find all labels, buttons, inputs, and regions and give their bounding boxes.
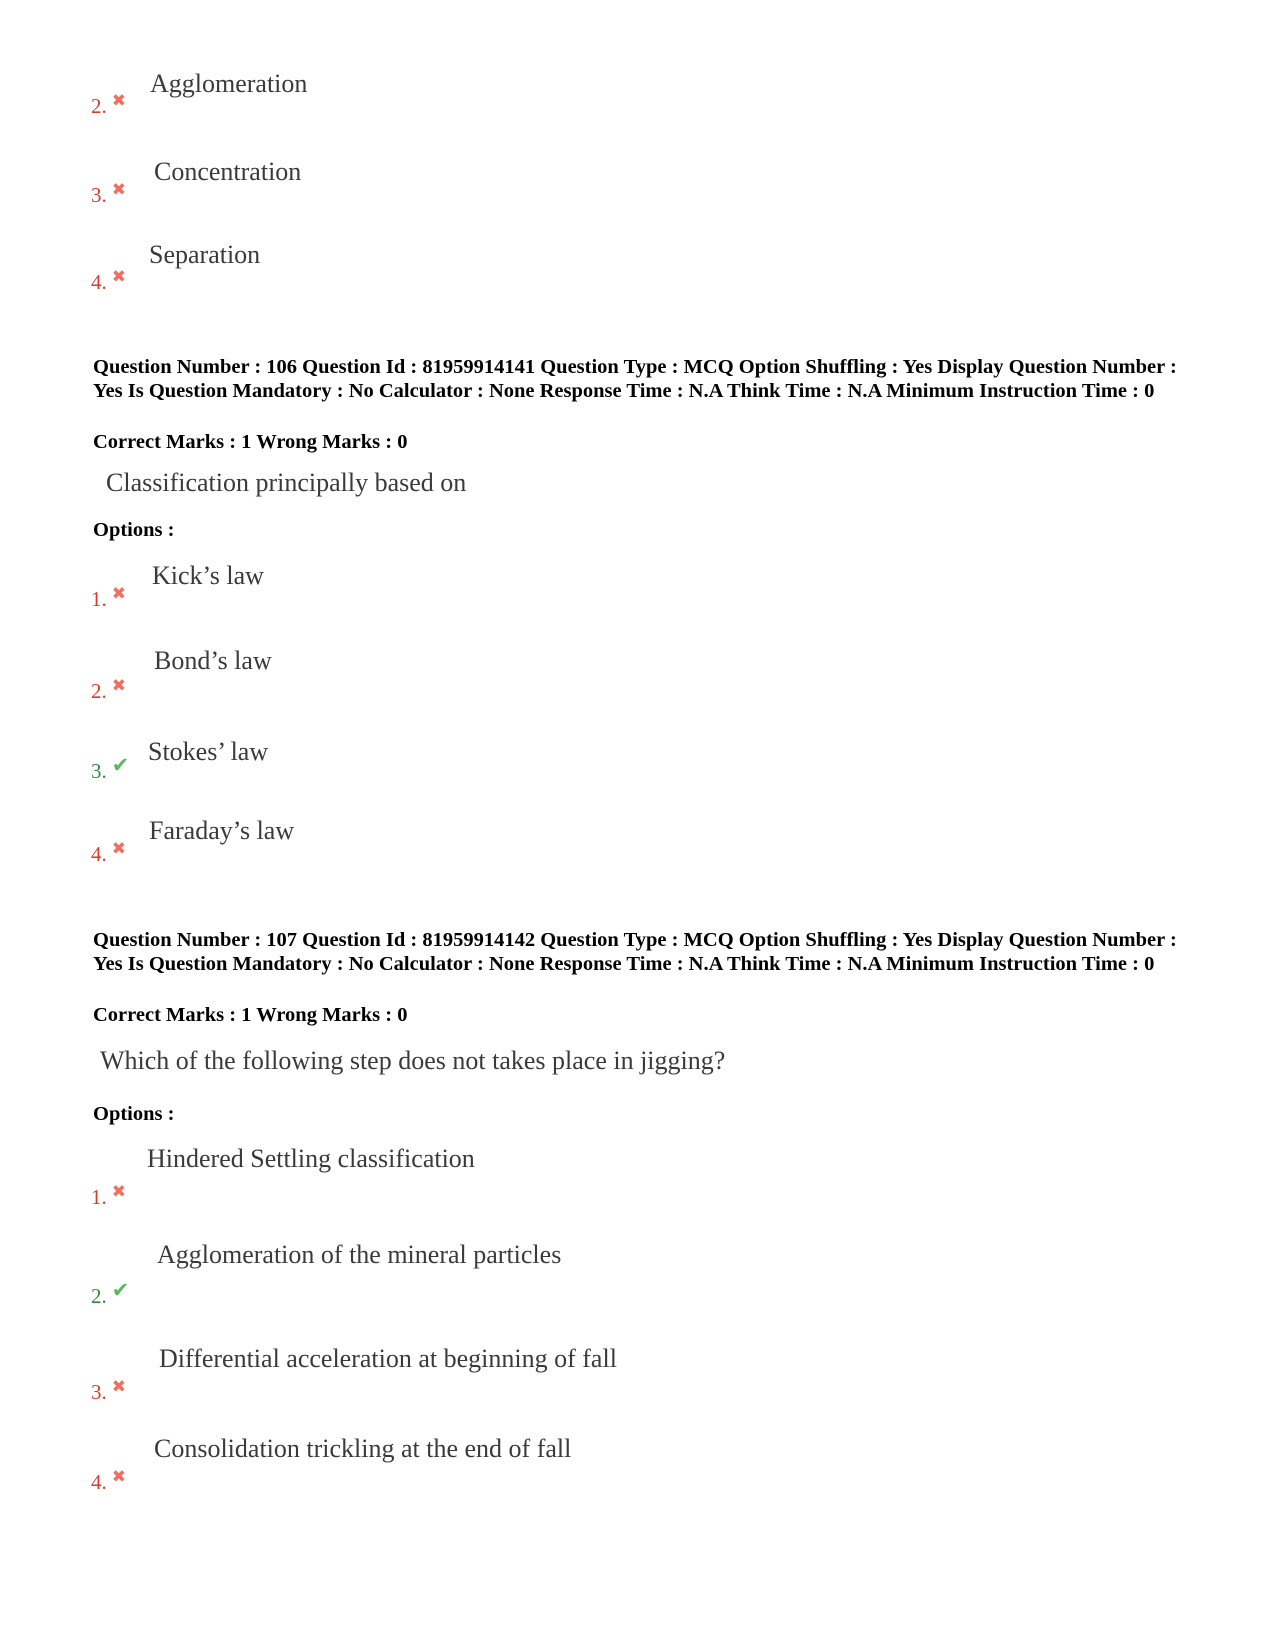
option-text: Consolidation trickling at the end of fall <box>154 1434 572 1463</box>
options-label: Options : <box>93 519 175 541</box>
question-text: Classification principally based on <box>106 468 467 497</box>
question-marks: Correct Marks : 1 Wrong Marks : 0 <box>93 431 408 453</box>
question-meta: Question Number : 107 Question Id : 81959914142 Question Type : MCQ Option Shuffling : Yes Display Question Number : Yes Is Question Mandatory : No Calculator : None Response Time : N.A Think Time : N.A Minimum Instruction Time : 0 <box>93 929 1177 975</box>
option-text: Faraday’s law <box>149 816 295 845</box>
option-number: 2. <box>91 1284 107 1308</box>
option-number: 4. <box>91 842 107 866</box>
cross-icon: ✖ <box>111 676 126 695</box>
question-text: Which of the following step does not takes place in jigging? <box>100 1046 726 1075</box>
option-number: 3. <box>91 183 107 207</box>
cross-icon: ✖ <box>111 1377 126 1396</box>
check-icon: ✔ <box>111 1278 130 1302</box>
option-text: Separation <box>149 240 261 269</box>
option-number: 1. <box>91 587 107 611</box>
options-label: Options : <box>93 1103 175 1125</box>
option-text: Kick’s law <box>152 561 264 590</box>
option-number: 2. <box>91 94 107 118</box>
option-text: Bond’s law <box>154 646 272 675</box>
question-marks: Correct Marks : 1 Wrong Marks : 0 <box>93 1004 408 1026</box>
option-text: Agglomeration of the mineral particles <box>157 1240 562 1269</box>
cross-icon: ✖ <box>111 180 126 199</box>
cross-icon: ✖ <box>111 584 126 603</box>
option-text: Concentration <box>154 157 302 186</box>
option-text: Agglomeration <box>150 69 308 98</box>
cross-icon: ✖ <box>111 267 126 286</box>
option-number: 4. <box>91 270 107 294</box>
cross-icon: ✖ <box>111 1467 126 1486</box>
option-text: Hindered Settling classification <box>147 1144 475 1173</box>
option-text: Stokes’ law <box>148 737 269 766</box>
cross-icon: ✖ <box>111 839 126 858</box>
cross-icon: ✖ <box>111 1182 126 1201</box>
option-number: 4. <box>91 1470 107 1494</box>
option-number: 3. <box>91 1380 107 1404</box>
question-meta: Question Number : 106 Question Id : 81959914141 Question Type : MCQ Option Shuffling : Yes Display Question Number : Yes Is Question Mandatory : No Calculator : None Response Time : N.A Think Time : N.A Minimum Instruction Time : 0 <box>93 356 1177 402</box>
cross-icon: ✖ <box>111 91 126 110</box>
option-number: 2. <box>91 679 107 703</box>
option-text: Differential acceleration at beginning of fall <box>159 1344 617 1373</box>
check-icon: ✔ <box>111 753 130 777</box>
option-number: 1. <box>91 1185 107 1209</box>
option-number: 3. <box>91 759 107 783</box>
